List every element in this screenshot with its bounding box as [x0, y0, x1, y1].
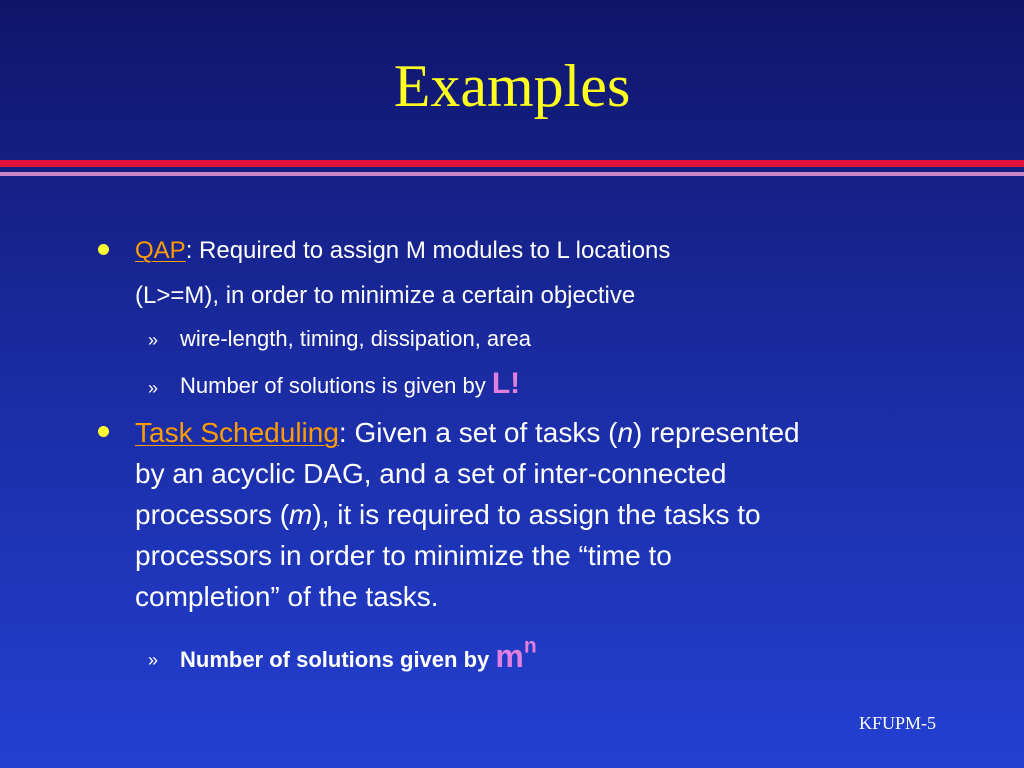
slide-content: [95, 228, 975, 685]
bullet-text: processors (: [135, 499, 290, 530]
variable-n: n: [617, 417, 634, 448]
bullet-task-scheduling: [95, 412, 975, 617]
bullet-dot-icon: [98, 244, 109, 255]
chevron-right-icon: »: [148, 650, 159, 670]
title-divider-primary: [0, 160, 1024, 167]
footer-slide-label: KFUPM-5: [858, 713, 936, 733]
bullet-text: : Required to assign M modules to L locations: [185, 237, 671, 264]
chevron-right-icon: »: [148, 330, 159, 350]
title-divider-secondary: [0, 172, 1024, 176]
bullet-text-continuation: (L>=M), in order to minimize a certain objective: [135, 282, 636, 309]
sub-bullet-solution-count: [95, 360, 975, 410]
power-base: m: [495, 638, 524, 674]
bullet-text: completion” of the tasks.: [135, 581, 439, 612]
power-highlight: [495, 634, 537, 674]
chevron-right-icon: »: [148, 378, 159, 398]
sub-bullet-scheduling-solutions: [95, 631, 975, 685]
sub-bullet-text: Number of solutions is given by: [180, 373, 492, 398]
sub-bullet-text: wire-length, timing, dissipation, area: [180, 326, 531, 351]
bullet-text: by an acyclic DAG, and a set of inter-connected: [135, 458, 727, 489]
bullet-text: ), it is required to assign the tasks to: [312, 499, 761, 530]
term-link-qap[interactable]: QAP: [135, 237, 186, 264]
slide-title: Examples: [393, 53, 631, 119]
term-link-task-scheduling[interactable]: Task Scheduling: [135, 417, 339, 448]
bullet-text: : Given a set of tasks (: [338, 417, 618, 448]
power-exponent: n: [523, 634, 537, 658]
bullet-dot-icon: [98, 426, 109, 437]
bullet-text: ) represented: [633, 417, 800, 448]
factorial-highlight: L!: [491, 367, 521, 400]
bullet-text: processors in order to minimize the “time to: [135, 540, 672, 571]
sub-bullet-objectives: [95, 318, 975, 360]
bullet-qap: [95, 228, 975, 318]
sub-bullet-text: Number of solutions given by: [180, 647, 496, 672]
variable-m: m: [289, 499, 313, 530]
